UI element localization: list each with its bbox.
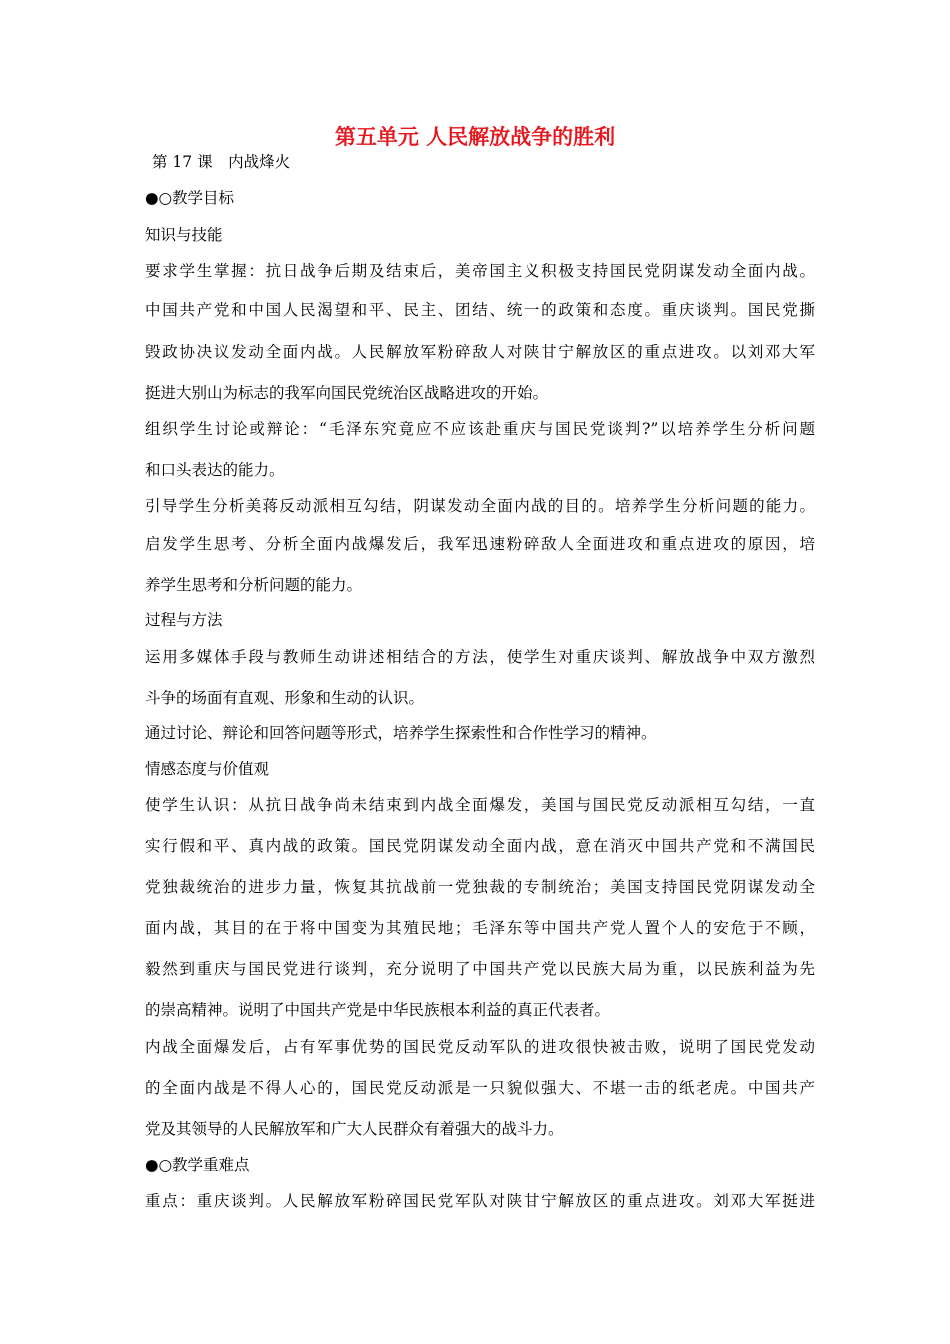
text-line: 要求学生掌握：抗日战争后期及结束后，美帝国主义积极支持国民党阴谋发动全面内战。 [145,262,815,280]
subheading-attitudes-values: 情感态度与价值观 [145,760,270,778]
text-line: 实行假和平、真内战的政策。国民党阴谋发动全面内战，意在消灭中国共产党和不满国民 [145,837,815,855]
text-line: 养学生思考和分析问题的能力。 [145,576,363,594]
text-line: 运用多媒体手段与教师生动讲述相结合的方法，使学生对重庆谈判、解放战争中双方激烈 [145,648,815,666]
section-heading-key-points: ●○教学重难点 [145,1156,250,1174]
text-line: 启发学生思考、分析全面内战爆发后，我军迅速粉碎敌人全面进攻和重点进攻的原因，培 [145,535,815,553]
unit-title: 第五单元 人民解放战争的胜利 [334,124,616,149]
section-heading-objectives: ●○教学目标 [145,189,235,207]
text-line: 使学生认识：从抗日战争尚未结束到内战全面爆发，美国与国民党反动派相互勾结，一直 [145,796,815,814]
text-line: 引导学生分析美蒋反动派相互勾结，阴谋发动全面内战的目的。培养学生分析问题的能力。 [145,497,815,515]
text-line: 面内战，其目的在于将中国变为其殖民地；毛泽东等中国共产党人置个人的安危于不顾， [145,919,815,937]
text-line: 内战全面爆发后，占有军事优势的国民党反动军队的进攻很快被击败，说明了国民党发动 [145,1038,815,1056]
lesson-title: 第 17 课 内战烽火 [152,153,291,171]
text-line: 毅然到重庆与国民党进行谈判，充分说明了中国共产党以民族大局为重，以民族利益为先 [145,960,815,978]
subheading-knowledge-skills: 知识与技能 [145,226,223,244]
subheading-process-methods: 过程与方法 [145,611,223,629]
text-line: 的崇高精神。说明了中国共产党是中华民族根本利益的真正代表者。 [145,1001,611,1019]
text-line: 通过讨论、辩论和回答问题等形式，培养学生探索性和合作性学习的精神。 [145,724,657,742]
text-line: 党及其领导的人民解放军和广大人民群众有着强大的战斗力。 [145,1120,564,1138]
text-line: 斗争的场面有直观、形象和生动的认识。 [145,689,425,707]
text-line: 和口头表达的能力。 [145,461,285,479]
text-line: 毁政协决议发动全面内战。人民解放军粉碎敌人对陕甘宁解放区的重点进攻。以刘邓大军 [145,343,815,361]
text-line: 中国共产党和中国人民渴望和平、民主、团结、统一的政策和态度。重庆谈判。国民党撕 [145,301,815,319]
text-line: 挺进大别山为标志的我军向国民党统治区战略进攻的开始。 [145,384,549,402]
text-line: 组织学生讨论或辩论：“毛泽东究竟应不应该赴重庆与国民党谈判?”以培养学生分析问题 [145,420,815,438]
text-line: 的全面内战是不得人心的，国民党反动派是一只貌似强大、不堪一击的纸老虎。中国共产 [145,1079,815,1097]
text-line: 党独裁统治的进步力量，恢复其抗战前一党独裁的专制统治；美国支持国民党阴谋发动全 [145,878,815,896]
text-line: 重点：重庆谈判。人民解放军粉碎国民党军队对陕甘宁解放区的重点进攻。刘邓大军挺进 [145,1192,815,1210]
